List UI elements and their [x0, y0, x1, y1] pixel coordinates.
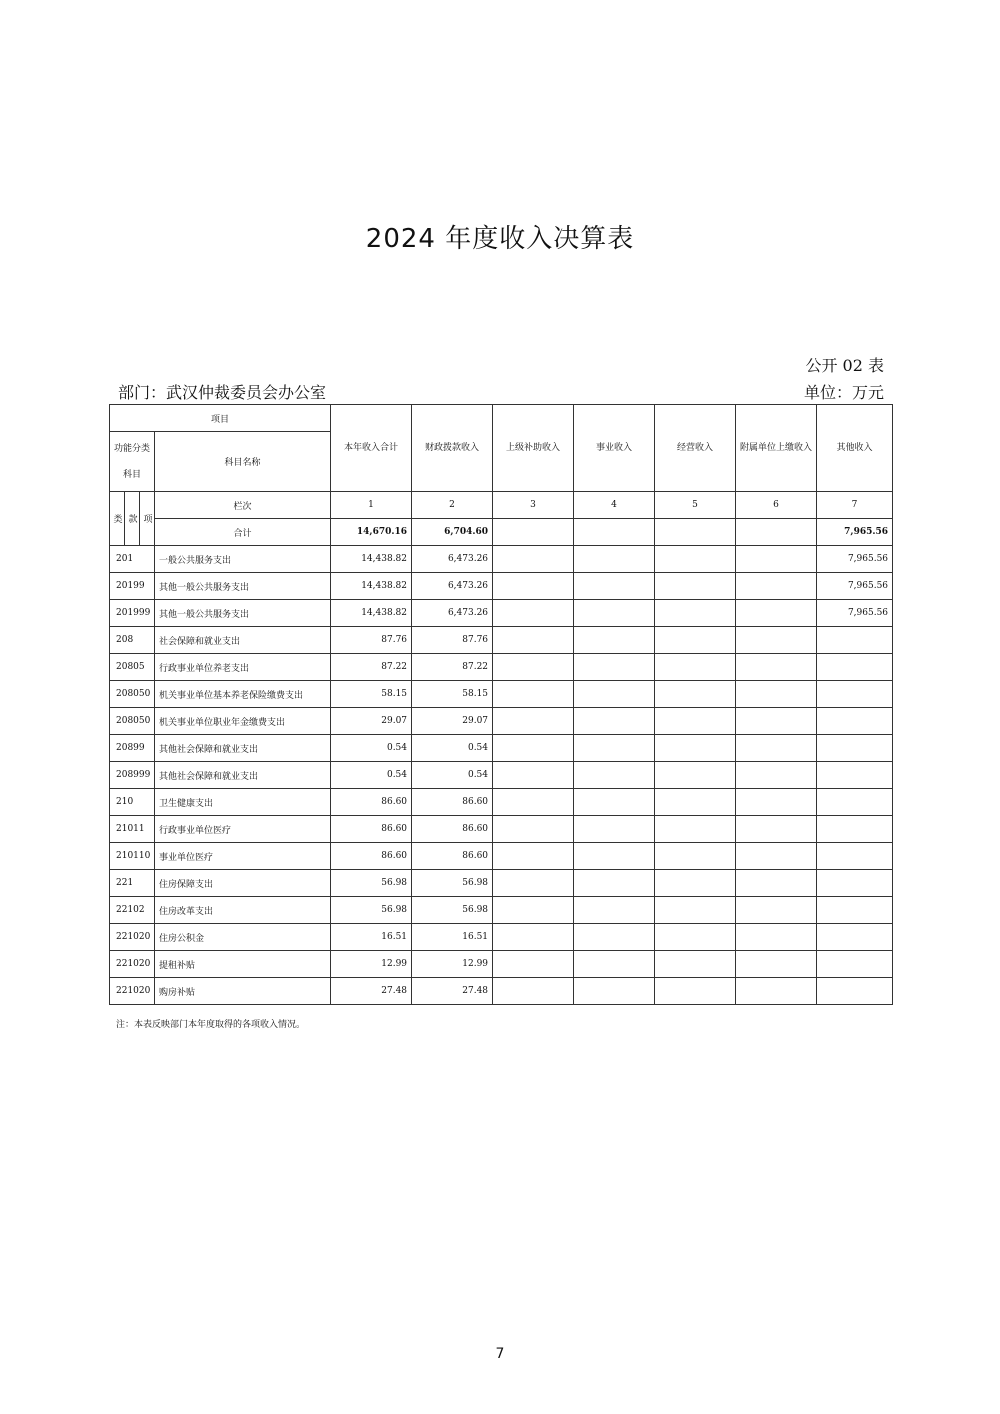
row-value: [655, 870, 736, 897]
row-code: 208: [110, 627, 155, 654]
row-value: [493, 816, 574, 843]
row-value: 7,965.56: [817, 573, 893, 600]
header-col-4: 事业收入: [574, 405, 655, 492]
table-row: [110, 600, 893, 627]
row-value: 86.60: [331, 816, 412, 843]
row-value: [493, 573, 574, 600]
row-value: [736, 870, 817, 897]
total-value: [574, 519, 655, 546]
table-row: [110, 627, 893, 654]
row-subject-name: 其他一般公共服务支出: [155, 573, 331, 600]
row-subject-name: 购房补贴: [155, 978, 331, 1005]
row-value: [493, 978, 574, 1005]
row-value: [736, 897, 817, 924]
row-value: [655, 897, 736, 924]
row-value: [574, 600, 655, 627]
row-code: 201: [110, 546, 155, 573]
header-col-7: 其他收入: [817, 405, 893, 492]
row-value: 12.99: [331, 951, 412, 978]
row-value: [655, 627, 736, 654]
row-value: 86.60: [412, 789, 493, 816]
row-value: [574, 546, 655, 573]
row-value: [736, 546, 817, 573]
row-value: [736, 573, 817, 600]
header-col-2: 财政拨款收入: [412, 405, 493, 492]
table-row: [110, 573, 893, 600]
row-value: [574, 843, 655, 870]
row-value: [817, 627, 893, 654]
header-col-3: 上级补助收入: [493, 405, 574, 492]
row-value: [655, 546, 736, 573]
row-value: [574, 816, 655, 843]
total-value: [493, 519, 574, 546]
row-value: 87.76: [331, 627, 412, 654]
row-value: [736, 681, 817, 708]
row-code: 210: [110, 789, 155, 816]
row-value: [736, 843, 817, 870]
table-row: [110, 843, 893, 870]
row-value: 7,965.56: [817, 546, 893, 573]
total-row: [110, 519, 893, 546]
row-value: [574, 735, 655, 762]
row-value: [736, 627, 817, 654]
header-project: 项目: [110, 405, 331, 432]
row-value: 86.60: [412, 816, 493, 843]
row-value: 87.76: [412, 627, 493, 654]
row-value: 14,438.82: [331, 600, 412, 627]
row-value: [493, 897, 574, 924]
table-row: [110, 789, 893, 816]
row-value: [493, 762, 574, 789]
row-code: 20899: [110, 735, 155, 762]
header-func-class: 功能分类科目: [110, 432, 155, 492]
table-row: [110, 546, 893, 573]
row-value: 14,438.82: [331, 573, 412, 600]
row-value: [817, 681, 893, 708]
row-code: 208050: [110, 681, 155, 708]
row-subject-name: 一般公共服务支出: [155, 546, 331, 573]
col-num-6: 6: [736, 492, 817, 519]
row-value: [574, 924, 655, 951]
row-subject-name: 提租补贴: [155, 951, 331, 978]
row-value: 87.22: [331, 654, 412, 681]
row-value: 58.15: [412, 681, 493, 708]
row-value: 87.22: [412, 654, 493, 681]
page-title: 2024 年度收入决算表: [365, 224, 635, 254]
row-code: 20199: [110, 573, 155, 600]
row-value: [574, 870, 655, 897]
row-subject-name: 住房保障支出: [155, 870, 331, 897]
header-subject-name: 科目名称: [155, 432, 331, 492]
row-value: [655, 843, 736, 870]
table-row: [110, 924, 893, 951]
row-subject-name: 其他社会保障和就业支出: [155, 735, 331, 762]
row-code: 221: [110, 870, 155, 897]
row-value: [736, 978, 817, 1005]
row-value: [817, 789, 893, 816]
row-value: [655, 924, 736, 951]
row-value: [493, 681, 574, 708]
row-value: 86.60: [412, 843, 493, 870]
row-subject-name: 住房改革支出: [155, 897, 331, 924]
row-value: 6,473.26: [412, 546, 493, 573]
row-value: 12.99: [412, 951, 493, 978]
col-num-1: 1: [331, 492, 412, 519]
row-value: [736, 789, 817, 816]
row-value: [493, 789, 574, 816]
row-value: [817, 708, 893, 735]
row-value: 27.48: [331, 978, 412, 1005]
row-value: [574, 654, 655, 681]
row-value: [817, 924, 893, 951]
row-value: [736, 654, 817, 681]
row-value: 14,438.82: [331, 546, 412, 573]
row-code: 21011: [110, 816, 155, 843]
row-value: [736, 762, 817, 789]
total-value: 7,965.56: [817, 519, 893, 546]
row-value: 56.98: [412, 870, 493, 897]
row-value: 86.60: [331, 843, 412, 870]
row-value: [736, 600, 817, 627]
row-value: [574, 789, 655, 816]
row-value: [655, 654, 736, 681]
row-code: 221020: [110, 951, 155, 978]
row-subject-name: 行政事业单位医疗: [155, 816, 331, 843]
form-number: 公开 02 表: [805, 356, 884, 375]
row-value: [736, 735, 817, 762]
row-value: [817, 843, 893, 870]
col-num-2: 2: [412, 492, 493, 519]
row-value: 6,473.26: [412, 600, 493, 627]
col-num-3: 3: [493, 492, 574, 519]
header-lanci: 栏次: [155, 492, 331, 519]
row-value: [655, 681, 736, 708]
row-subject-name: 卫生健康支出: [155, 789, 331, 816]
row-subject-name: 住房公积金: [155, 924, 331, 951]
row-value: [655, 573, 736, 600]
row-value: [493, 546, 574, 573]
total-label: 合计: [155, 519, 331, 546]
header-xiang: 项: [140, 492, 155, 546]
row-value: 27.48: [412, 978, 493, 1005]
row-value: [493, 600, 574, 627]
department-label: 部门：武汉仲裁委员会办公室: [118, 383, 327, 402]
row-subject-name: 机关事业单位职业年金缴费支出: [155, 708, 331, 735]
row-value: [574, 627, 655, 654]
row-value: 29.07: [412, 708, 493, 735]
row-code: 208050: [110, 708, 155, 735]
row-value: [655, 708, 736, 735]
row-value: 86.60: [331, 789, 412, 816]
row-value: 56.98: [412, 897, 493, 924]
header-col-5: 经营收入: [655, 405, 736, 492]
table-row: [110, 951, 893, 978]
row-value: [493, 870, 574, 897]
row-value: [574, 951, 655, 978]
row-code: 22102: [110, 897, 155, 924]
row-code: 208999: [110, 762, 155, 789]
row-value: [817, 735, 893, 762]
row-value: [817, 762, 893, 789]
row-value: 0.54: [412, 762, 493, 789]
table-row: [110, 654, 893, 681]
row-subject-name: 其他社会保障和就业支出: [155, 762, 331, 789]
row-value: [574, 708, 655, 735]
row-value: [574, 681, 655, 708]
row-value: [736, 816, 817, 843]
row-value: [574, 897, 655, 924]
row-value: [493, 654, 574, 681]
table-row: [110, 762, 893, 789]
row-value: [817, 897, 893, 924]
header-col-1: 本年收入合计: [331, 405, 412, 492]
table-row: [110, 708, 893, 735]
row-value: [493, 708, 574, 735]
page-number: 7: [495, 1346, 505, 1362]
income-table: [109, 404, 893, 1005]
table-row: [110, 870, 893, 897]
row-value: [574, 573, 655, 600]
row-value: [493, 627, 574, 654]
row-value: 29.07: [331, 708, 412, 735]
total-value: [655, 519, 736, 546]
row-value: [817, 816, 893, 843]
row-value: 6,473.26: [412, 573, 493, 600]
row-value: [655, 978, 736, 1005]
row-value: 7,965.56: [817, 600, 893, 627]
total-value: 6,704.60: [412, 519, 493, 546]
header-lei: 类: [110, 492, 125, 546]
row-subject-name: 事业单位医疗: [155, 843, 331, 870]
row-value: [817, 951, 893, 978]
row-value: [817, 978, 893, 1005]
table-row: [110, 897, 893, 924]
header-col-6: 附属单位上缴收入: [736, 405, 817, 492]
header-kuan: 款: [125, 492, 140, 546]
total-value: [736, 519, 817, 546]
row-value: [655, 816, 736, 843]
row-code: 210110: [110, 843, 155, 870]
row-code: 221020: [110, 978, 155, 1005]
row-subject-name: 行政事业单位养老支出: [155, 654, 331, 681]
unit-label: 单位：万元: [803, 383, 884, 402]
row-value: [493, 843, 574, 870]
row-value: 0.54: [412, 735, 493, 762]
row-value: [736, 951, 817, 978]
row-code: 20805: [110, 654, 155, 681]
table-row: [110, 816, 893, 843]
col-num-7: 7: [817, 492, 893, 519]
table-note: 注：本表反映部门本年度取得的各项收入情况。: [116, 1020, 306, 1030]
row-code: 221020: [110, 924, 155, 951]
col-num-5: 5: [655, 492, 736, 519]
row-subject-name: 机关事业单位基本养老保险缴费支出: [155, 681, 331, 708]
row-value: [574, 978, 655, 1005]
row-value: 16.51: [412, 924, 493, 951]
row-value: [655, 735, 736, 762]
row-value: [574, 762, 655, 789]
row-value: [655, 600, 736, 627]
row-subject-name: 其他一般公共服务支出: [155, 600, 331, 627]
row-value: 56.98: [331, 897, 412, 924]
row-value: [655, 951, 736, 978]
row-code: 201999: [110, 600, 155, 627]
row-value: 56.98: [331, 870, 412, 897]
row-value: [493, 951, 574, 978]
table-row: [110, 735, 893, 762]
row-value: [736, 708, 817, 735]
table-row: [110, 978, 893, 1005]
row-value: 0.54: [331, 735, 412, 762]
row-value: 0.54: [331, 762, 412, 789]
row-value: [817, 654, 893, 681]
row-value: [493, 735, 574, 762]
col-num-4: 4: [574, 492, 655, 519]
row-subject-name: 社会保障和就业支出: [155, 627, 331, 654]
row-value: [817, 870, 893, 897]
row-value: [655, 789, 736, 816]
row-value: 58.15: [331, 681, 412, 708]
row-value: [655, 762, 736, 789]
row-value: 16.51: [331, 924, 412, 951]
total-value: 14,670.16: [331, 519, 412, 546]
row-value: [493, 924, 574, 951]
row-value: [736, 924, 817, 951]
table-row: [110, 681, 893, 708]
